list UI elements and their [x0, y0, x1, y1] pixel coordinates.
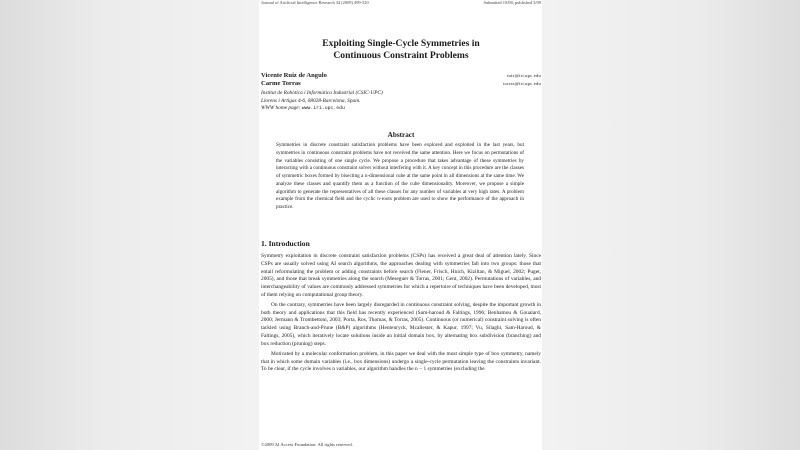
paragraph: Symmetry exploitation in discrete constraint satisfaction problems (CSPs) has received a great deal of attention lately. Since CSPs are usually solved using AI search algorithms, the approaches dealing with symmetries fall into two groups: those that entail reformulating the problem or adding constraints before search (Flener, Frisch, Hnich, Kiziltan, & Miguel, 2002; Puget, 2005), and those that break symmetries along the search (Meseguer & Torras, 2001; Gent, 2002). Permutations of variables, and interchangeability of values are commonly addressed symmetries for which a repertoire of techniques have been developed, most of them relying on computational group theory. [261, 253, 541, 298]
author-row [261, 72, 541, 80]
submission-dates: Submitted 10/08; published 3/09 [483, 0, 541, 5]
section-body [261, 253, 541, 376]
title-line-1: Exploiting Single-Cycle Symmetries in [322, 38, 480, 49]
homepage-label: WWW home page: [261, 105, 301, 112]
running-header [261, 0, 541, 5]
institute: Institut de Robòtica i Informàtica Industrial (CSIC-UPC) [261, 90, 383, 96]
author-name: Vicente Ruiz de Angulo [261, 72, 327, 79]
paragraph: On the contrary, symmetries have been largely disregarded in continuous constraint solving, despite the important growth in both theory and applications that this field has recently experienced (Sam-haroud & Faltings, 1996; Benhamou & Goualard, 2000; Jermann & Trombettoni, 2003; Porta, Ros, Thomas, & Torras, 2005). Continuous (or numerical) constraint solving is often tackled using Branch-and-Prune (B&P) algorithms (Hentenryck, Mcallester, & Kapur, 1997; Vu, Silaghi, Sam-Haroud, & Faltings, 2005), which iteratively locate solutions inside an initial domain box, by alternating box subdivision (branching) and box reduction (pruning) steps. [261, 301, 541, 347]
homepage-link[interactable]: www.iri.upc.edu [301, 106, 345, 112]
paper-page [259, 0, 542, 450]
abstract-heading: Abstract [387, 131, 415, 139]
homepage-line [261, 105, 541, 113]
background-left [0, 0, 259, 450]
paragraph: Motivated by a molecular conformation problem, in this paper we deal with the most simple type of box symmetry, namely that in which some domain variables (i.e., box dimensions) undergo a single-cycle permutation leaving the constraints invariant. To be clear, if the cycle involves n variables, our algorithm handles the n − 1 symmetries (excluding the [261, 350, 541, 373]
author-name: Carme Torras [261, 80, 301, 88]
background-right [541, 0, 800, 450]
affiliation [261, 90, 541, 113]
address: Llorens i Artigas 4-6, 08028-Barcelona, Spain. [261, 97, 361, 104]
copyright-footer: ©2009 AI Access Foundation. All rights reserved. [261, 442, 353, 447]
author-row [261, 80, 541, 88]
section-heading: 1. Introduction [261, 239, 310, 248]
author-email: ruiz@iri.upc.edu [506, 73, 541, 78]
title-line-2: Continuous Constraint Problems [333, 49, 469, 61]
journal-citation: Journal of Artificial Intelligence Research 34 (2009) 499-520 [261, 0, 369, 5]
abstract-text: Symmetries in discrete constraint satisfaction problems have been explored and exploited in the last years, but symmetries in continuous constraint problems have not received the same attention. Here we focus on permutations of the variables consisting of one single cycle. We propose a procedure that takes advantage of these symmetries by interacting with a continuous constraint solver without interfering with it. A key concept in this procedure are the classes of symmetric boxes formed by bisecting a n-dimensional cube at the same point in all dimensions at the same time. We analyze these classes and quantify them as a function of the cube dimensionality. Moreover, we propose a simple algorithm to generate the representatives of all these classes for any number of variables at very high rates. A problem example from the chemical field and the cyclic n-roots problem are used to show the performance of the approach in practice. [276, 142, 524, 210]
author-email: torras@iri.upc.edu [503, 81, 541, 87]
paper-title [261, 38, 541, 61]
author-block [261, 72, 541, 89]
